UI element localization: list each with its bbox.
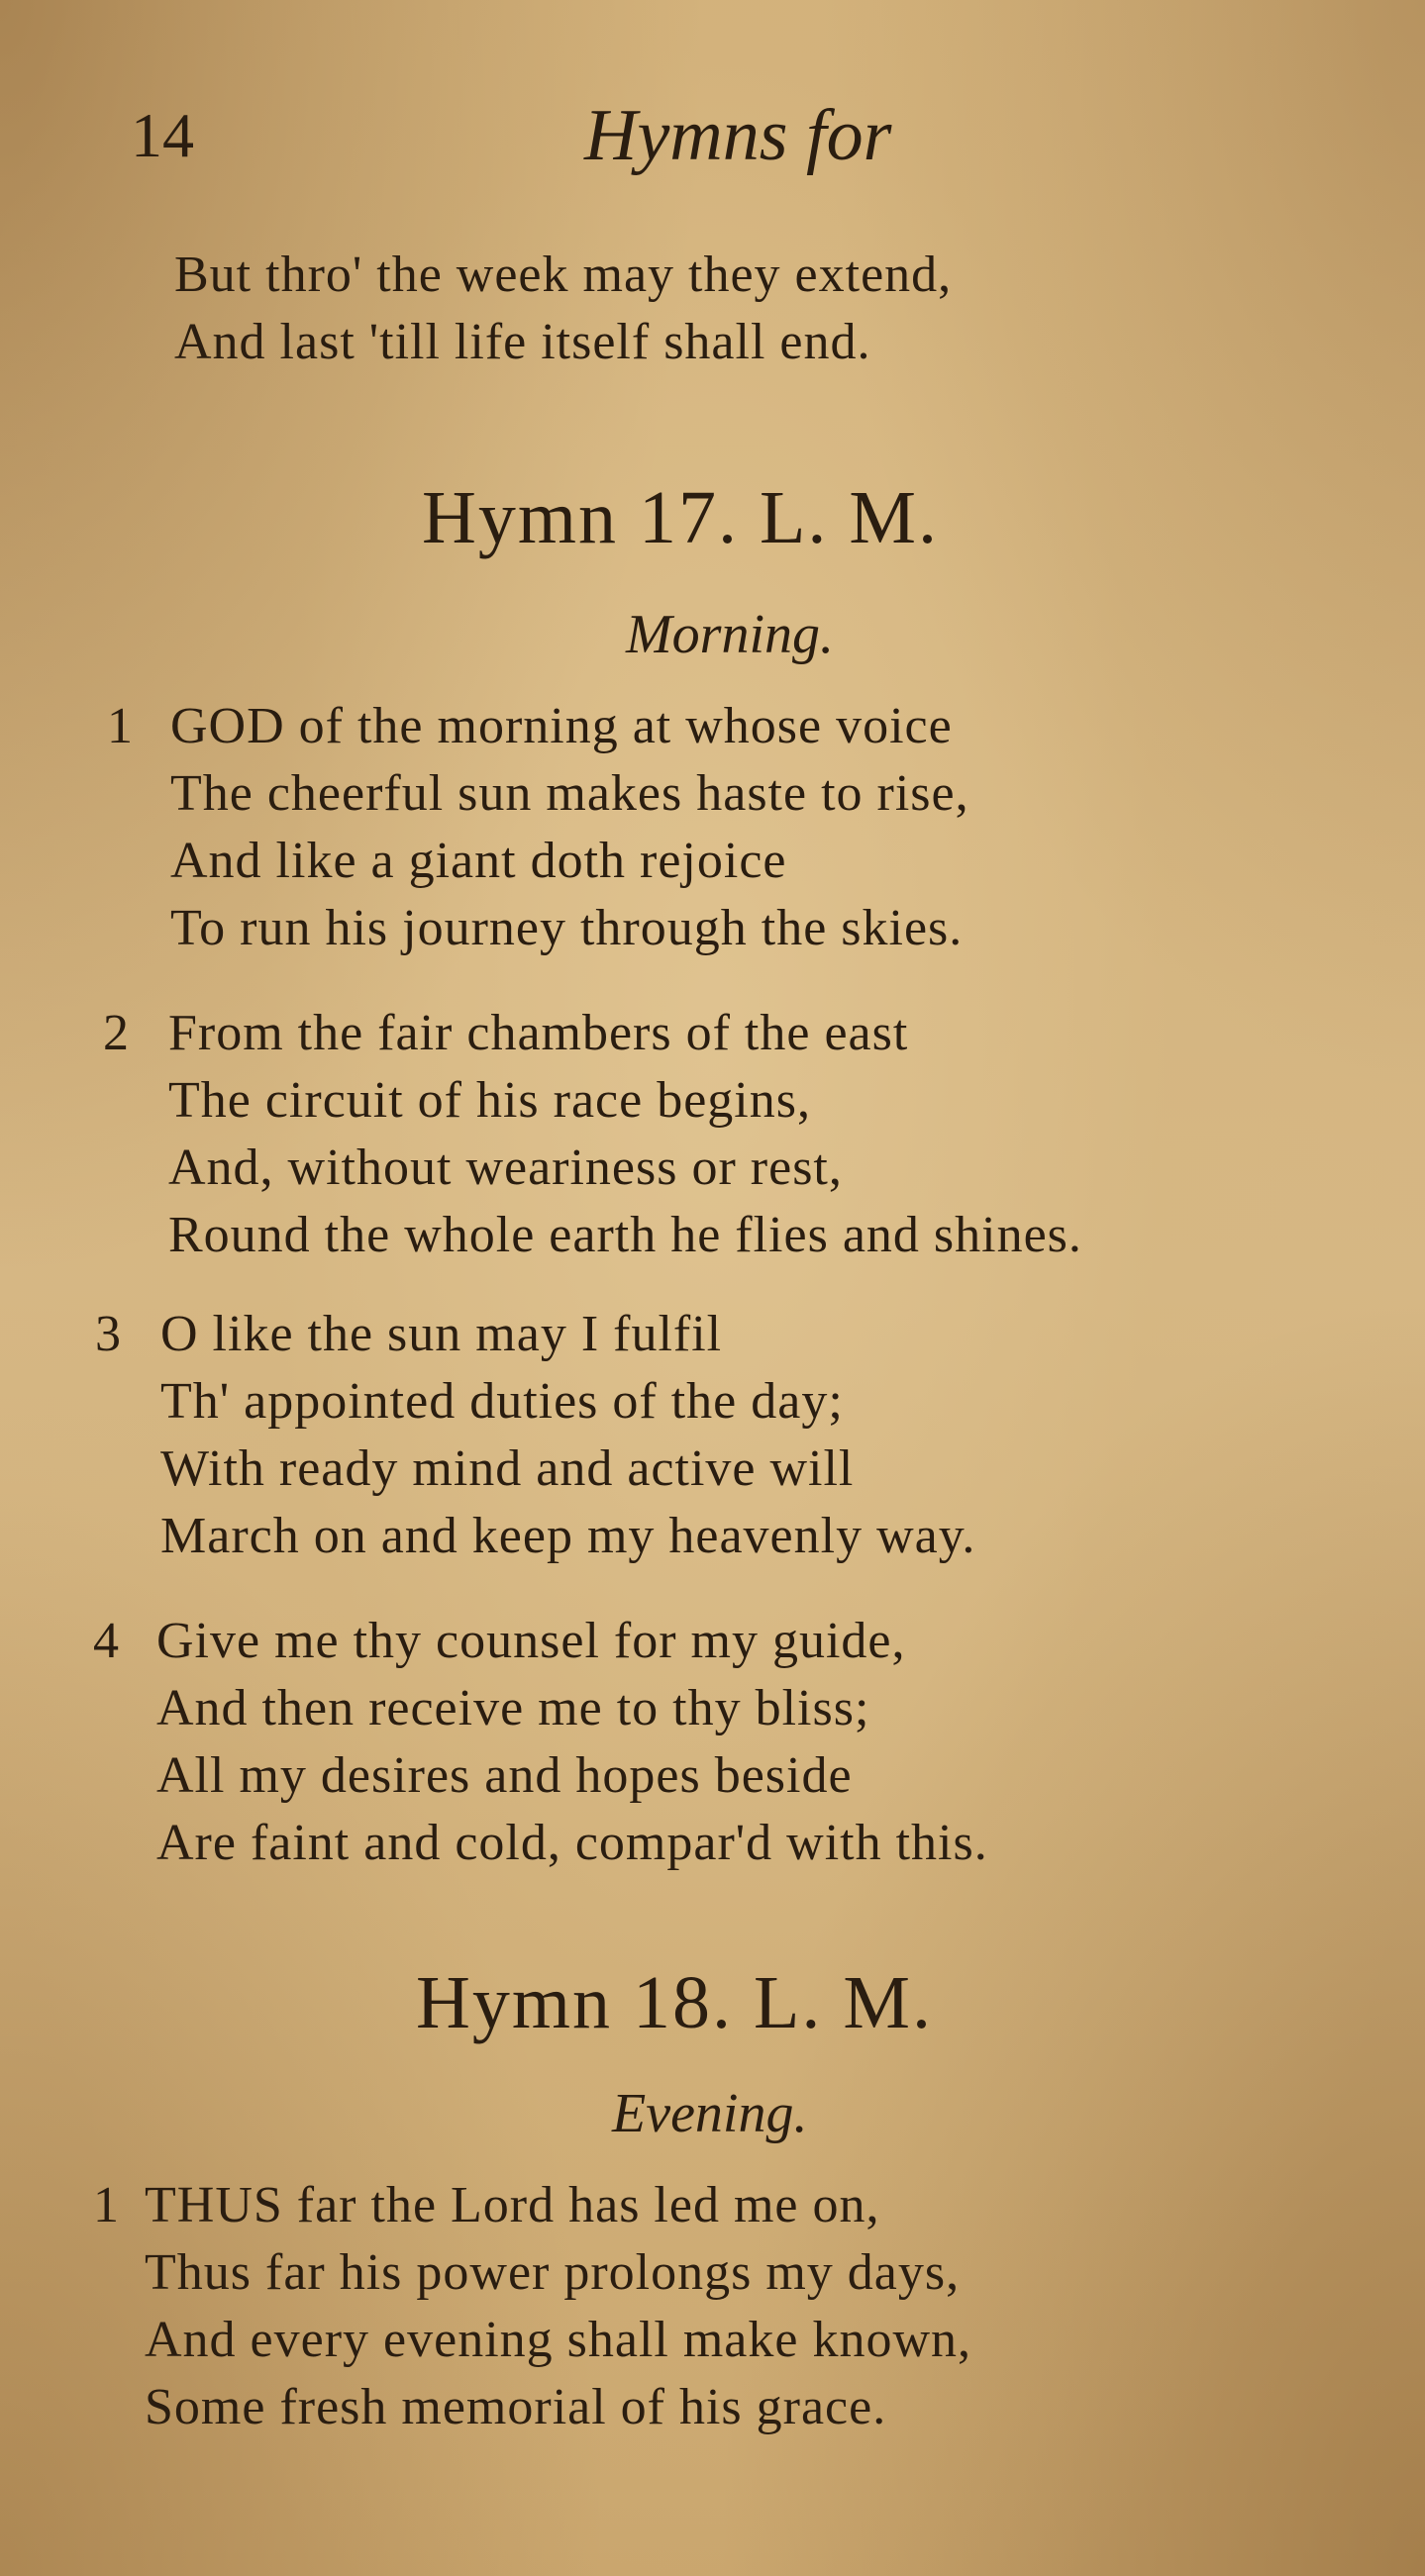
verse-line: The circuit of his race begins, xyxy=(168,1072,811,1129)
verse-line: To run his journey through the skies. xyxy=(170,900,964,956)
verse-number: 1 xyxy=(107,698,133,754)
verse-line: O like the sun may I fulfil xyxy=(160,1306,723,1362)
verse-line: GOD of the morning at whose voice xyxy=(170,698,953,754)
running-head-title: Hymns for xyxy=(584,95,892,176)
running-head xyxy=(0,91,1425,180)
verse-number: 1 xyxy=(93,2177,119,2233)
verse-number: 4 xyxy=(93,1613,119,1669)
verse-line: But thro' the week may they extend, xyxy=(174,247,953,303)
verse-line: Th' appointed duties of the day; xyxy=(160,1373,844,1430)
hymn-heading: Hymn 18. L. M. xyxy=(416,1961,933,2044)
hymn-heading: Hymn 17. L. M. xyxy=(422,476,939,559)
verse-line: THUS far the Lord has led me on, xyxy=(145,2177,880,2233)
verse-line: And last 'till life itself shall end. xyxy=(174,314,871,370)
verse-line: Some fresh memorial of his grace. xyxy=(145,2379,887,2435)
verse-line: And like a giant doth rejoice xyxy=(170,833,787,889)
verse-line: Thus far his power prolongs my days, xyxy=(145,2244,961,2301)
hymn-subtitle: Evening. xyxy=(612,2083,808,2144)
verse-line: And then receive me to thy bliss; xyxy=(156,1680,870,1736)
verse-line: All my desires and hopes beside xyxy=(156,1747,853,1804)
verse-line: Are faint and cold, compar'd with this. xyxy=(156,1815,988,1871)
page-number: 14 xyxy=(131,100,194,170)
verse-line: And every evening shall make known, xyxy=(145,2312,972,2368)
verse-line: March on and keep my heavenly way. xyxy=(160,1508,976,1564)
hymn-subtitle: Morning. xyxy=(626,604,834,665)
verse-line: The cheerful sun makes haste to rise, xyxy=(170,765,969,822)
verse-number: 2 xyxy=(103,1005,129,1061)
verse-line: From the fair chambers of the east xyxy=(168,1005,909,1061)
verse-line: With ready mind and active will xyxy=(160,1440,855,1497)
verse-number: 3 xyxy=(95,1306,121,1362)
verse-line: Give me thy counsel for my guide, xyxy=(156,1613,906,1669)
verse-line: And, without weariness or rest, xyxy=(168,1139,843,1196)
verse-line: Round the whole earth he flies and shines. xyxy=(168,1207,1082,1263)
